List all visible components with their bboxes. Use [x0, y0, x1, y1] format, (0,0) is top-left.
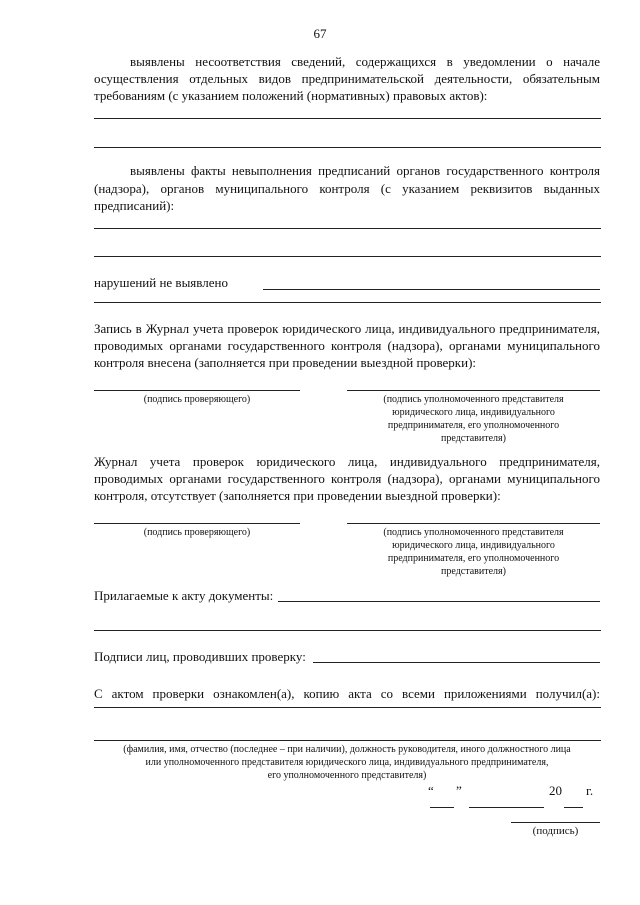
no-violations-fill-line[interactable]	[263, 289, 600, 290]
inspector-signature-line-1[interactable]	[94, 390, 300, 391]
inspector-signature-line-2[interactable]	[94, 523, 300, 524]
inspector-signature-caption-2: (подпись проверяющего)	[143, 527, 251, 538]
journal-entry-line-1: Запись в Журнал учета проверок юридического лица, индивидуального предпринимателя,	[94, 321, 600, 336]
discrepancies-line-2: осуществления отдельных видов предпринимательской деятельности, обязательным	[94, 71, 600, 86]
discrepancies-line-1: выявлены несоответствия сведений, содержащихся в уведомлении о начале	[130, 54, 600, 69]
journal-absent-line-3: контроля, отсутствует (заполняется при проведении выездной проверки):	[94, 488, 501, 503]
journal-entry-line-3: контроля внесена (заполняется при проведении выездной проверки):	[94, 355, 477, 370]
date-year-suffix: г.	[586, 783, 594, 798]
inspectors-signatures-fill-line[interactable]	[313, 662, 600, 663]
rep-signature-caption-2b: юридического лица, индивидуального	[392, 540, 555, 551]
nonfulfilment-fill-line-2[interactable]	[94, 256, 601, 257]
rep-signature-caption-1d: представителя)	[441, 433, 506, 444]
date-month-line[interactable]	[469, 807, 544, 808]
attached-docs-label: Прилагаемые к акту документы:	[94, 588, 274, 603]
date-year-line[interactable]	[564, 807, 583, 808]
date-day-line[interactable]	[430, 807, 454, 808]
no-violations-fill-line-2[interactable]	[94, 302, 601, 303]
attached-docs-fill-line-2[interactable]	[94, 630, 601, 631]
acquainted-fill-line-1[interactable]	[94, 707, 601, 708]
date-quote-close: ”	[456, 783, 462, 798]
rep-signature-caption-1b: юридического лица, индивидуального	[392, 407, 555, 418]
rep-signature-line-2[interactable]	[347, 523, 600, 524]
date-quote-open: “	[428, 783, 434, 798]
fio-caption-line-1: (фамилия, имя, отчество (последнее – при наличии), должность руководителя, иного должностного лица	[123, 744, 571, 755]
rep-signature-caption-2d: представителя)	[441, 566, 506, 577]
acquainted-fill-line-2[interactable]	[94, 740, 601, 741]
journal-entry-line-2: проводимых органами государственного контроля (надзора), органами муниципального	[94, 338, 600, 353]
fio-caption-line-2: или уполномоченного представителя юридического лица, индивидуального предпринимателя,	[145, 757, 549, 768]
nonfulfilment-line-3: предписаний):	[94, 198, 175, 213]
discrepancies-line-3: требованиям (с указанием положений (нормативных) правовых актов):	[94, 88, 488, 103]
rep-signature-caption-1c: предпринимателя, его уполномоченного	[387, 420, 560, 431]
attached-docs-fill-line-1[interactable]	[278, 601, 600, 602]
inspector-signature-caption-1: (подпись проверяющего)	[143, 394, 251, 405]
inspectors-signatures-label: Подписи лиц, проводивших проверку:	[94, 649, 306, 664]
nonfulfilment-line-2: (надзора), органов муниципального контроля (с указанием реквизитов выданных	[94, 181, 600, 196]
signature-caption: (подпись)	[532, 825, 579, 837]
nonfulfilment-line-1: выявлены факты невыполнения предписаний органов государственного контроля	[130, 163, 600, 178]
journal-absent-line-1: Журнал учета проверок юридического лица, индивидуального предпринимателя,	[94, 454, 600, 469]
rep-signature-line-1[interactable]	[347, 390, 600, 391]
rep-signature-caption-1a: (подпись уполномоченного представителя	[383, 394, 564, 405]
nonfulfilment-fill-line-1[interactable]	[94, 228, 601, 229]
fio-caption-line-3: его уполномоченного представителя)	[267, 770, 427, 781]
rep-signature-caption-2a: (подпись уполномоченного представителя	[383, 527, 564, 538]
acquainted-text: С актом проверки ознакомлен(а), копию акта со всеми приложениями получил(а):	[94, 686, 600, 701]
no-violations-label: нарушений не выявлено	[94, 275, 228, 290]
journal-absent-line-2: проводимых органами государственного контроля (надзора), органами муниципального	[94, 471, 600, 486]
discrepancies-fill-line-1[interactable]	[94, 118, 601, 119]
page-number: 67	[313, 26, 327, 41]
signature-line[interactable]	[511, 822, 600, 823]
discrepancies-fill-line-2[interactable]	[94, 147, 601, 148]
date-year-prefix: 20	[549, 783, 562, 798]
rep-signature-caption-2c: предпринимателя, его уполномоченного	[387, 553, 560, 564]
